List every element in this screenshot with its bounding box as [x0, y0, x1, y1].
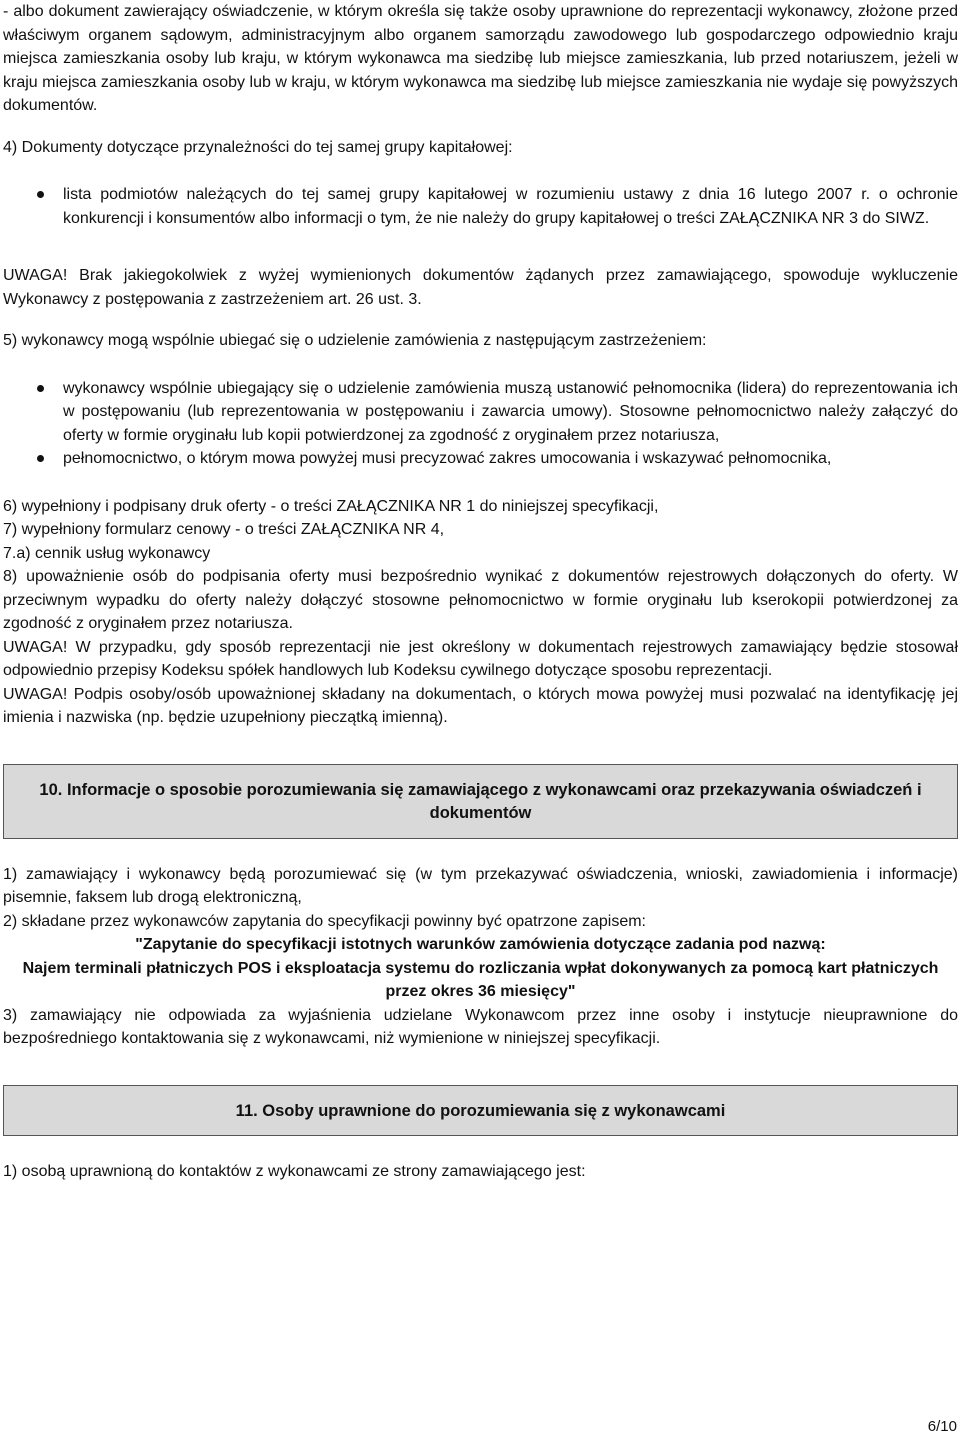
section-11-item-1: 1) osobą uprawnioną do kontaktów z wykonawcami ze strony zamawiającego jest:: [3, 1163, 586, 1180]
warning-signature: UWAGA! Podpis osoby/osób upoważnionej składany na dokumentach, o których mowa powyżej musi pozwalać na identyfikację jej imienia i nazwiska (np. będzie uzupełniony pieczątką imienną).: [3, 685, 958, 726]
section-11-header: [3, 1085, 958, 1137]
item-7a: 7.a) cennik usług wykonawcy: [3, 544, 211, 562]
list-item: wykonawcy wspólnie ubiegający się o udzielenie zamówienia muszą ustanowić pełnomocnika (lidera) do reprezentowania ich w postępowaniu (lub reprezentowania w postępowaniu i zawarcia umowy). Stosowne pełnomocnictwo należy załączyć do oferty w formie oryginału lub kopii potwierdzonej za zgodność z oryginałem przez notariusza,: [63, 377, 958, 448]
item-4-heading: 4) Dokumenty dotyczące przynależności do tej samej grupy kapitałowej:: [3, 138, 513, 156]
item-7: 7) wypełniony formularz cenowy - o treści ZAŁĄCZNIKA NR 4,: [3, 521, 445, 538]
list-item: pełnomocnictwo, o którym mowa powyżej musi precyzować zakres umocowania i wskazywać pełnomocnika,: [63, 447, 958, 471]
item-6: 6) wypełniony i podpisany druk oferty - o treści ZAŁĄCZNIKA NR 1 do niniejszej specyfikacji,: [3, 497, 659, 515]
item-5-bullet-list: [3, 377, 958, 471]
paragraph-representation-document: - albo dokument zawierający oświadczenie, w którym określa się także osoby uprawnione do reprezentacji wykonawcy, złożone przed właściwym organem sądowym, administracyjnym albo organem samorządu zawodowego lub gospodarczego odpowiednio kraju miejsca zamieszkania osoby lub kraju, w którym wykonawca ma siedzibę lub miejsce zamieszkania, lub przed notariuszem, jeżeli w kraju miejsca zamieszkania osoby lub w kraju, w którym wykonawca ma siedzibę lub miejsce zamieszkania nie wydaje się powyższych dokumentów.: [3, 3, 958, 114]
section-10-title: 10. Informacje o sposobie porozumiewania się zamawiającego z wykonawcami oraz przekazywania oświadczeń i dokumentów: [39, 780, 922, 822]
page-number: 6/10: [927, 1418, 957, 1435]
section-11-title: 11. Osoby uprawnione do porozumiewania się z wykonawcami: [235, 1101, 726, 1120]
list-item: lista podmiotów należących do tej samej grupy kapitałowej w rozumieniu ustawy z dnia 16 lutego 2007 r. o ochronie konkurencji i konsumentów albo informacji o tym, że nie należy do grupy kapitałowej o treści ZAŁĄCZNIKA NR 3 do SIWZ.: [63, 183, 958, 230]
item-4-bullet-list: [3, 183, 958, 230]
section-10-header: [3, 764, 958, 839]
item-5-heading: 5) wykonawcy mogą wspólnie ubiegać się o udzielenie zamówienia z następującym zastrzeżeniem:: [3, 332, 707, 349]
quote-line-1: "Zapytanie do specyfikacji istotnych warunków zamówienia dotyczące zadania pod nazwą:: [135, 936, 826, 953]
section-10-item-3: 3) zamawiający nie odpowiada za wyjaśnienia udzielane Wykonawcom przez inne osoby i instytucje nieuprawnione do bezpośredniego kontaktowania się z wykonawcami, niż wymienione w niniejszej specyfikacji.: [3, 1006, 958, 1047]
quote-line-2: Najem terminali płatniczych POS i eksploatacja systemu do rozliczania wpłat dokonywanych za pomocą kart płatniczych przez okres 36 miesięcy": [22, 959, 939, 1000]
warning-representation: UWAGA! W przypadku, gdy sposób reprezentacji nie jest określony w dokumentach rejestrowych zamawiający będzie stosował odpowiednio przepisy Kodeksu spółek handlowych lub Kodeksu cywilnego dotyczące sposobu reprezentacji.: [3, 638, 958, 679]
item-8: 8) upoważnienie osób do podpisania oferty musi bezpośrednio wynikać z dokumentów rejestrowych dołączonych do oferty. W przeciwnym wypadku do oferty należy dołączyć stosowne pełnomocnictwo w formie oryginału lub kserokopii potwierdzonej za zgodność z oryginałem przez notariusza.: [3, 568, 958, 632]
section-10-item-1: 1) zamawiający i wykonawcy będą porozumiewać się (w tym przekazywać oświadczenia, wnioski, zawiadomienia i informacje) pisemnie, faksem lub drogą elektroniczną,: [3, 865, 958, 906]
section-10-item-2: 2) składane przez wykonawców zapytania do specyfikacji powinny być opatrzone zapisem:: [3, 912, 646, 930]
warning-exclusion: UWAGA! Brak jakiegokolwiek z wyżej wymienionych dokumentów żądanych przez zamawiającego, spowoduje wykluczenie Wykonawcy z postępowania z zastrzeżeniem art. 26 ust. 3.: [3, 267, 958, 308]
